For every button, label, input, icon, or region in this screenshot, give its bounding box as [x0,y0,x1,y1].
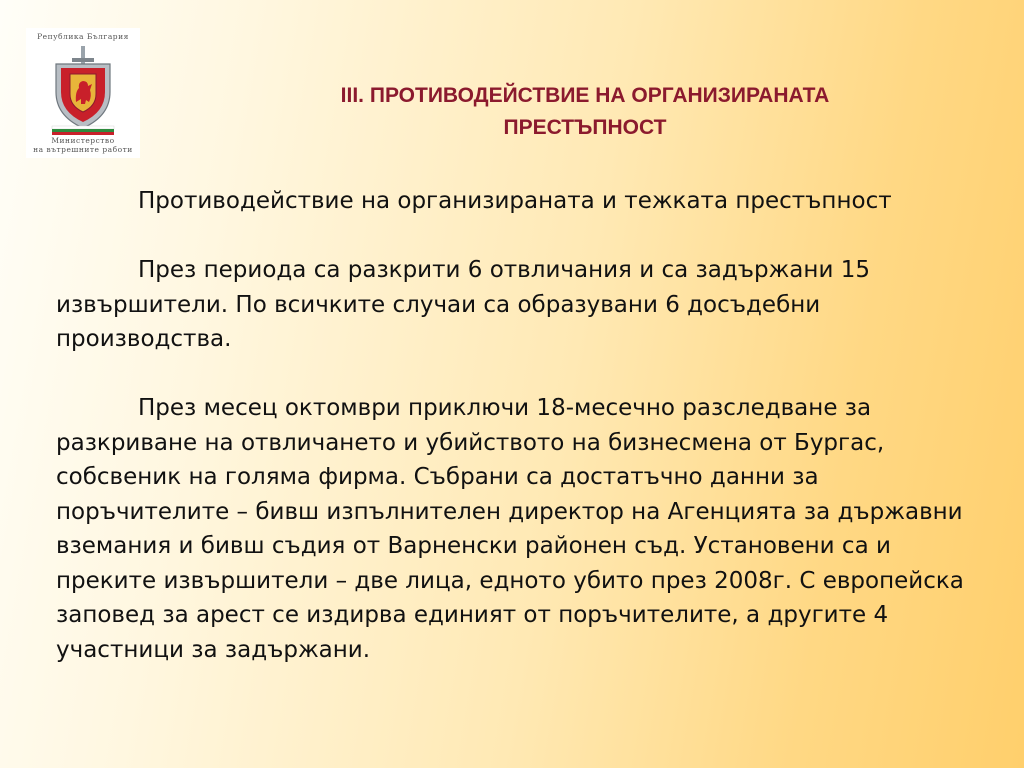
ministry-logo [26,28,140,158]
logo-ministry-text [26,136,140,154]
logo-ministry-line2: на вътрешните работи [33,145,133,154]
slide-body [56,184,976,667]
coat-of-arms-icon [48,44,118,136]
slide-title-line2: ПРЕСТЪПНОСТ [503,116,667,139]
slide-title [240,80,930,144]
paragraph-statistics: През периода са разкрити 6 отвличания и са задържани 15 извършители. По всичките случаи са образувани 6 досъдебни производства. [56,257,870,352]
logo-country-text: Република България [37,32,129,41]
paragraph-intro: Противодействие на организираната и тежката престъпност [138,188,892,214]
slide-title-line1: III. ПРОТИВОДЕЙСТВИЕ НА ОРГАНИЗИРАНАТА [340,84,830,107]
logo-ministry-line1: Министерство [51,136,115,145]
paragraph-case-details: През месец октомври приключи 18-месечно разследване за разкриване на отвличането и убийството на бизнесмена от Бургас, собсвеник на голяма фирма. Събрани са достатъчно данни за поръчителите – бивш изпълнителен директор на Агенцията за държавни вземания и бивш съдия от Варненски районен съд. Установени са и преките извършители – две лица, едното убито през 2008г. С европейска заповед за арест се издирва единият от поръчителите, а другите 4 участници за задържани. [56,395,964,663]
